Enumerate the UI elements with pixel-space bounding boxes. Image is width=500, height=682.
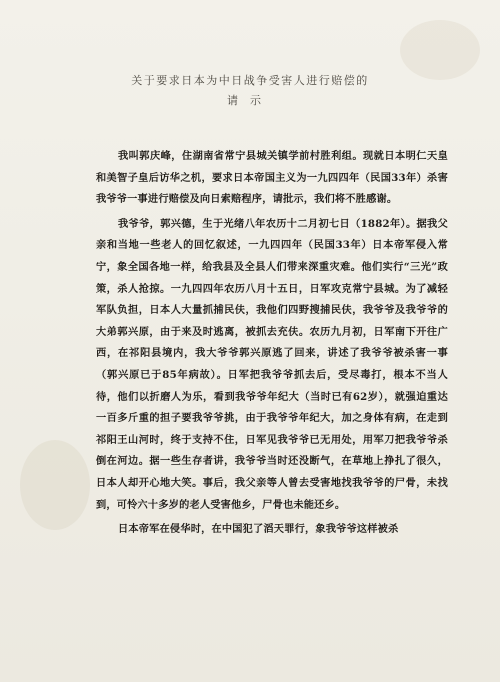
paragraph: 我叫郭庆峰，住湖南省常宁县城关镇学前村胜利组。现就日本明仁天皇和美智子皇后访华之机，要求日本帝国主义为一九四四年（民国33年）杀害我爷爷一事进行赔偿及向日索赔程序，请批示，我们将不胜感谢。 <box>96 150 448 206</box>
paper-stain <box>20 440 90 530</box>
paragraph: 我爷爷，郭兴德，生于光绪八年农历十二月初七日（1882年）。据我父亲和当地一些老人的回忆叙述，一九四四年（民国33年）日本帝军侵入常宁，象全国各地一样，给我县及全县人们带来深重灾难。他们实行“三光”政策，杀人抢掠。一九四四年农历八月十五日，日军攻克常宁县城。为了减轻军队负担，日本人大量抓捕民伕，我他们四野搜捕民伕，我爷爷及我爷爷的大弟郭兴原，由于来及时逃离，被抓去充伕。农历九月初，日军南下开往广西，在祁阳县境内，我大爷爷郭兴原逃了回来，讲述了我爷爷被杀害一事（郭兴原已于85年病故）。日军把我爷爷抓去后，受尽毒打，根本不当人待，他们以折磨人为乐，看到我爷爷年纪大（当时已有62岁），就强迫重达一百多斤重的担子要我爷爷挑，由于我爷爷年纪大，加之身体有病，在走到祁阳王山河时，终于支持不住，日军见我爷爷已无用处，用军刀把我爷爷杀倒在河边。据一些生存者讲，我爷爷当时还没断气，在草地上挣扎了很久，日本人却开心地大笑。事后，我父亲等人曾去受害地找我爷爷的尸骨，未找到，可怜六十多岁的老人受害他乡，尸骨也未能还乡。 <box>96 217 448 511</box>
document-subtitle: 请示 <box>227 94 273 107</box>
paragraph: 日本帝军在侵华时，在中国犯了滔天罪行，象我爷爷这样被杀 <box>118 523 399 536</box>
document-title: 关于要求日本为中日战争受害人进行赔偿的 <box>131 74 369 87</box>
document-body <box>96 146 448 544</box>
paper-stain <box>400 20 480 80</box>
